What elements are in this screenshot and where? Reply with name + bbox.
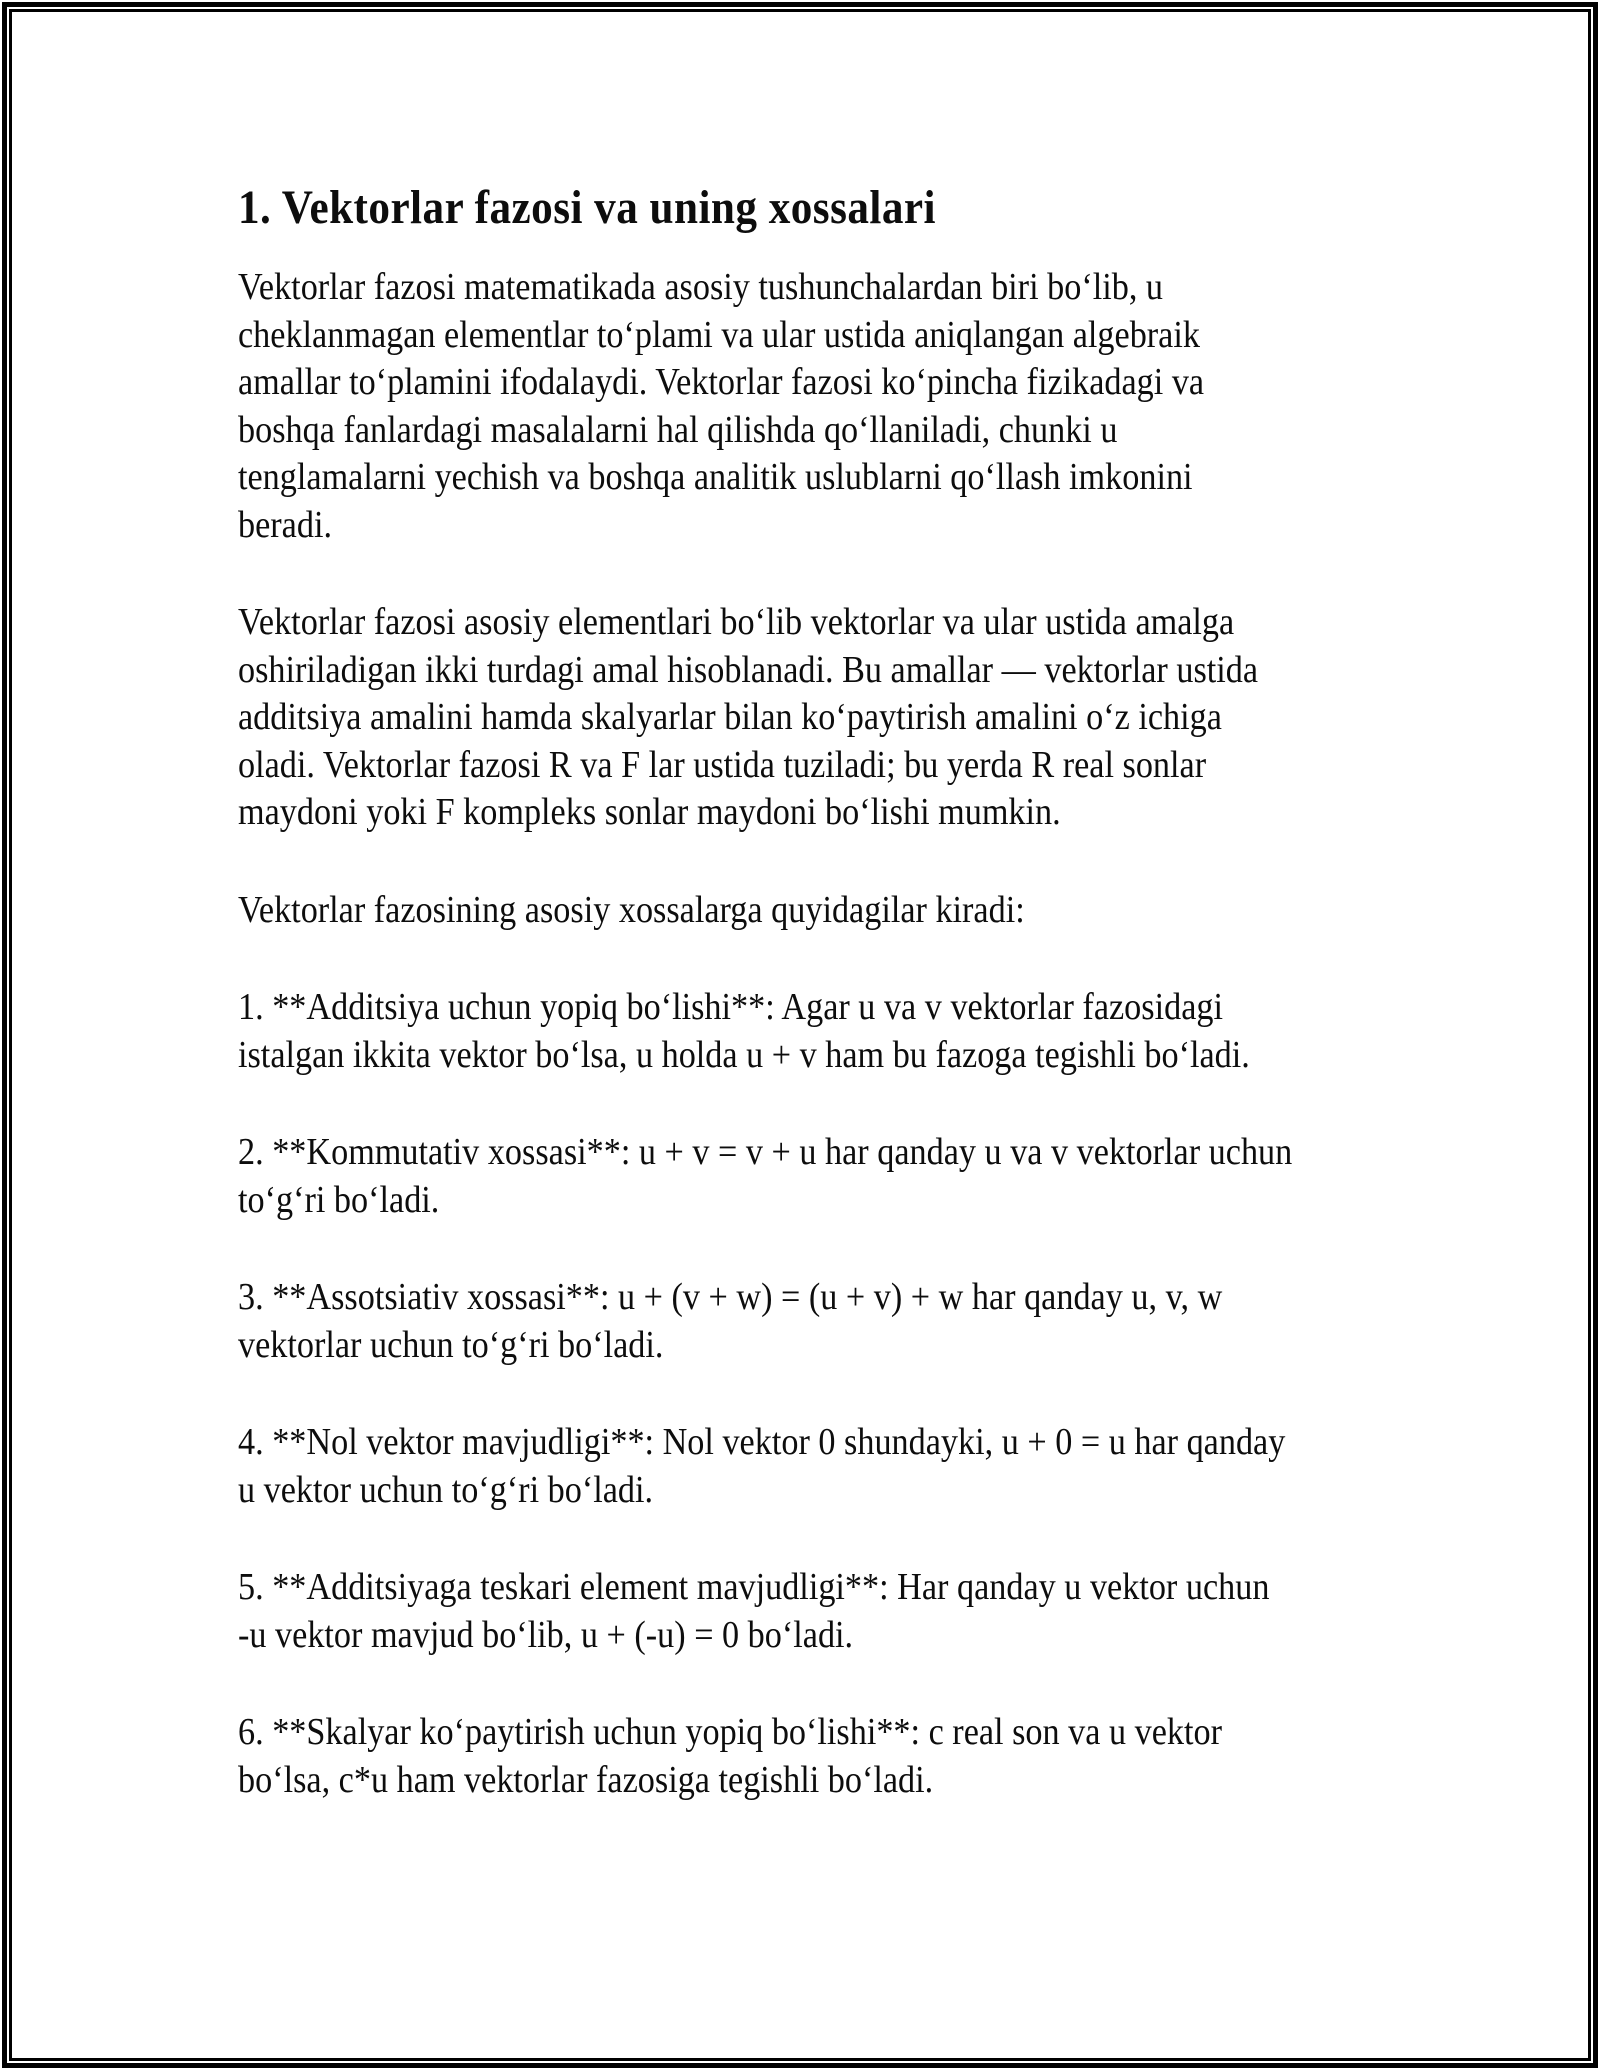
text-line: to‘g‘ri bo‘ladi.: [238, 1178, 440, 1221]
text-line: Vektorlar fazosi asosiy elementlari bo‘lib vektorlar va ular ustida amalga: [238, 601, 1235, 643]
page-border-outer: [2, 2, 1598, 2068]
text-line: 6. **Skalyar ko‘paytirish uchun yopiq bo‘lishi**: c real son va u vektor: [238, 1711, 1223, 1753]
text-line: additsiya amalini hamda skalyarlar bilan ko‘paytirish amalini o‘z ichiga: [238, 696, 1222, 738]
text-line: 4. **Nol vektor mavjudligi**: Nol vektor 0 shundayki, u + 0 = u har qanday: [238, 1421, 1286, 1463]
paragraph-intro: [238, 264, 1435, 549]
text-line: boshqa fanlardagi masalalarni hal qilishda qo‘llaniladi, chunki u: [238, 408, 1118, 451]
document-title: 1. Vektorlar fazosi va uning xossalari: [238, 181, 936, 234]
paragraph-elements: [238, 599, 1435, 837]
text-line: Vektorlar fazosi matematikada asosiy tushunchalardan biri bo‘lib, u: [238, 266, 1164, 308]
text-line: u vektor uchun to‘g‘ri bo‘ladi.: [238, 1468, 654, 1511]
text-line: oladi. Vektorlar fazosi R va F lar ustida tuziladi; bu yerda R real sonlar: [238, 743, 1207, 786]
text-line: vektorlar uchun to‘g‘ri bo‘ladi.: [238, 1323, 664, 1366]
list-item-4: [238, 1419, 1435, 1514]
text-line: oshiriladigan ikki turdagi amal hisoblanadi. Bu amallar — vektorlar ustida: [238, 648, 1259, 691]
list-item-2: [238, 1129, 1435, 1224]
paragraph-properties-lead: [238, 887, 1435, 935]
text-line: 5. **Additsiyaga teskari element mavjudligi**: Har qanday u vektor uchun: [238, 1566, 1270, 1608]
text-line: 2. **Kommutativ xossasi**: u + v = v + u har qanday u va v vektorlar uchun: [238, 1131, 1293, 1173]
text-line: 3. **Assotsiativ xossasi**: u + (v + w) = (u + v) + w har qanday u, v, w: [238, 1276, 1223, 1318]
page-border-inner: [9, 9, 1591, 2061]
list-item-5: [238, 1564, 1435, 1659]
text-line: maydoni yoki F kompleks sonlar maydoni bo‘lishi mumkin.: [238, 791, 1061, 833]
text-line: Vektorlar fazosining asosiy xossalarga quyidagilar kiradi:: [238, 888, 1025, 931]
list-item-6: [238, 1709, 1435, 1804]
list-item-1: [238, 984, 1435, 1079]
text-line: amallar to‘plamini ifodalaydi. Vektorlar fazosi ko‘pincha fizikadagi va: [238, 361, 1205, 403]
paragraph-container: [238, 264, 1435, 1804]
text-line: -u vektor mavjud bo‘lib, u + (-u) = 0 bo‘ladi.: [238, 1613, 854, 1656]
text-line: bo‘lsa, c*u ham vektorlar fazosiga tegishli bo‘ladi.: [238, 1758, 934, 1801]
text-line: istalgan ikkita vektor bo‘lsa, u holda u + v ham bu fazoga tegishli bo‘ladi.: [238, 1033, 1250, 1076]
text-line: tenglamalarni yechish va boshqa analitik uslublarni qo‘llash imkonini: [238, 456, 1193, 498]
text-line: cheklanmagan elementlar to‘plami va ular ustida aniqlangan algebraik: [238, 313, 1200, 356]
list-item-3: [238, 1274, 1435, 1369]
text-line: 1. **Additsiya uchun yopiq bo‘lishi**: Agar u va v vektorlar fazosidagi: [238, 986, 1223, 1028]
document-content: [238, 181, 1435, 1804]
text-line: beradi.: [238, 503, 333, 546]
